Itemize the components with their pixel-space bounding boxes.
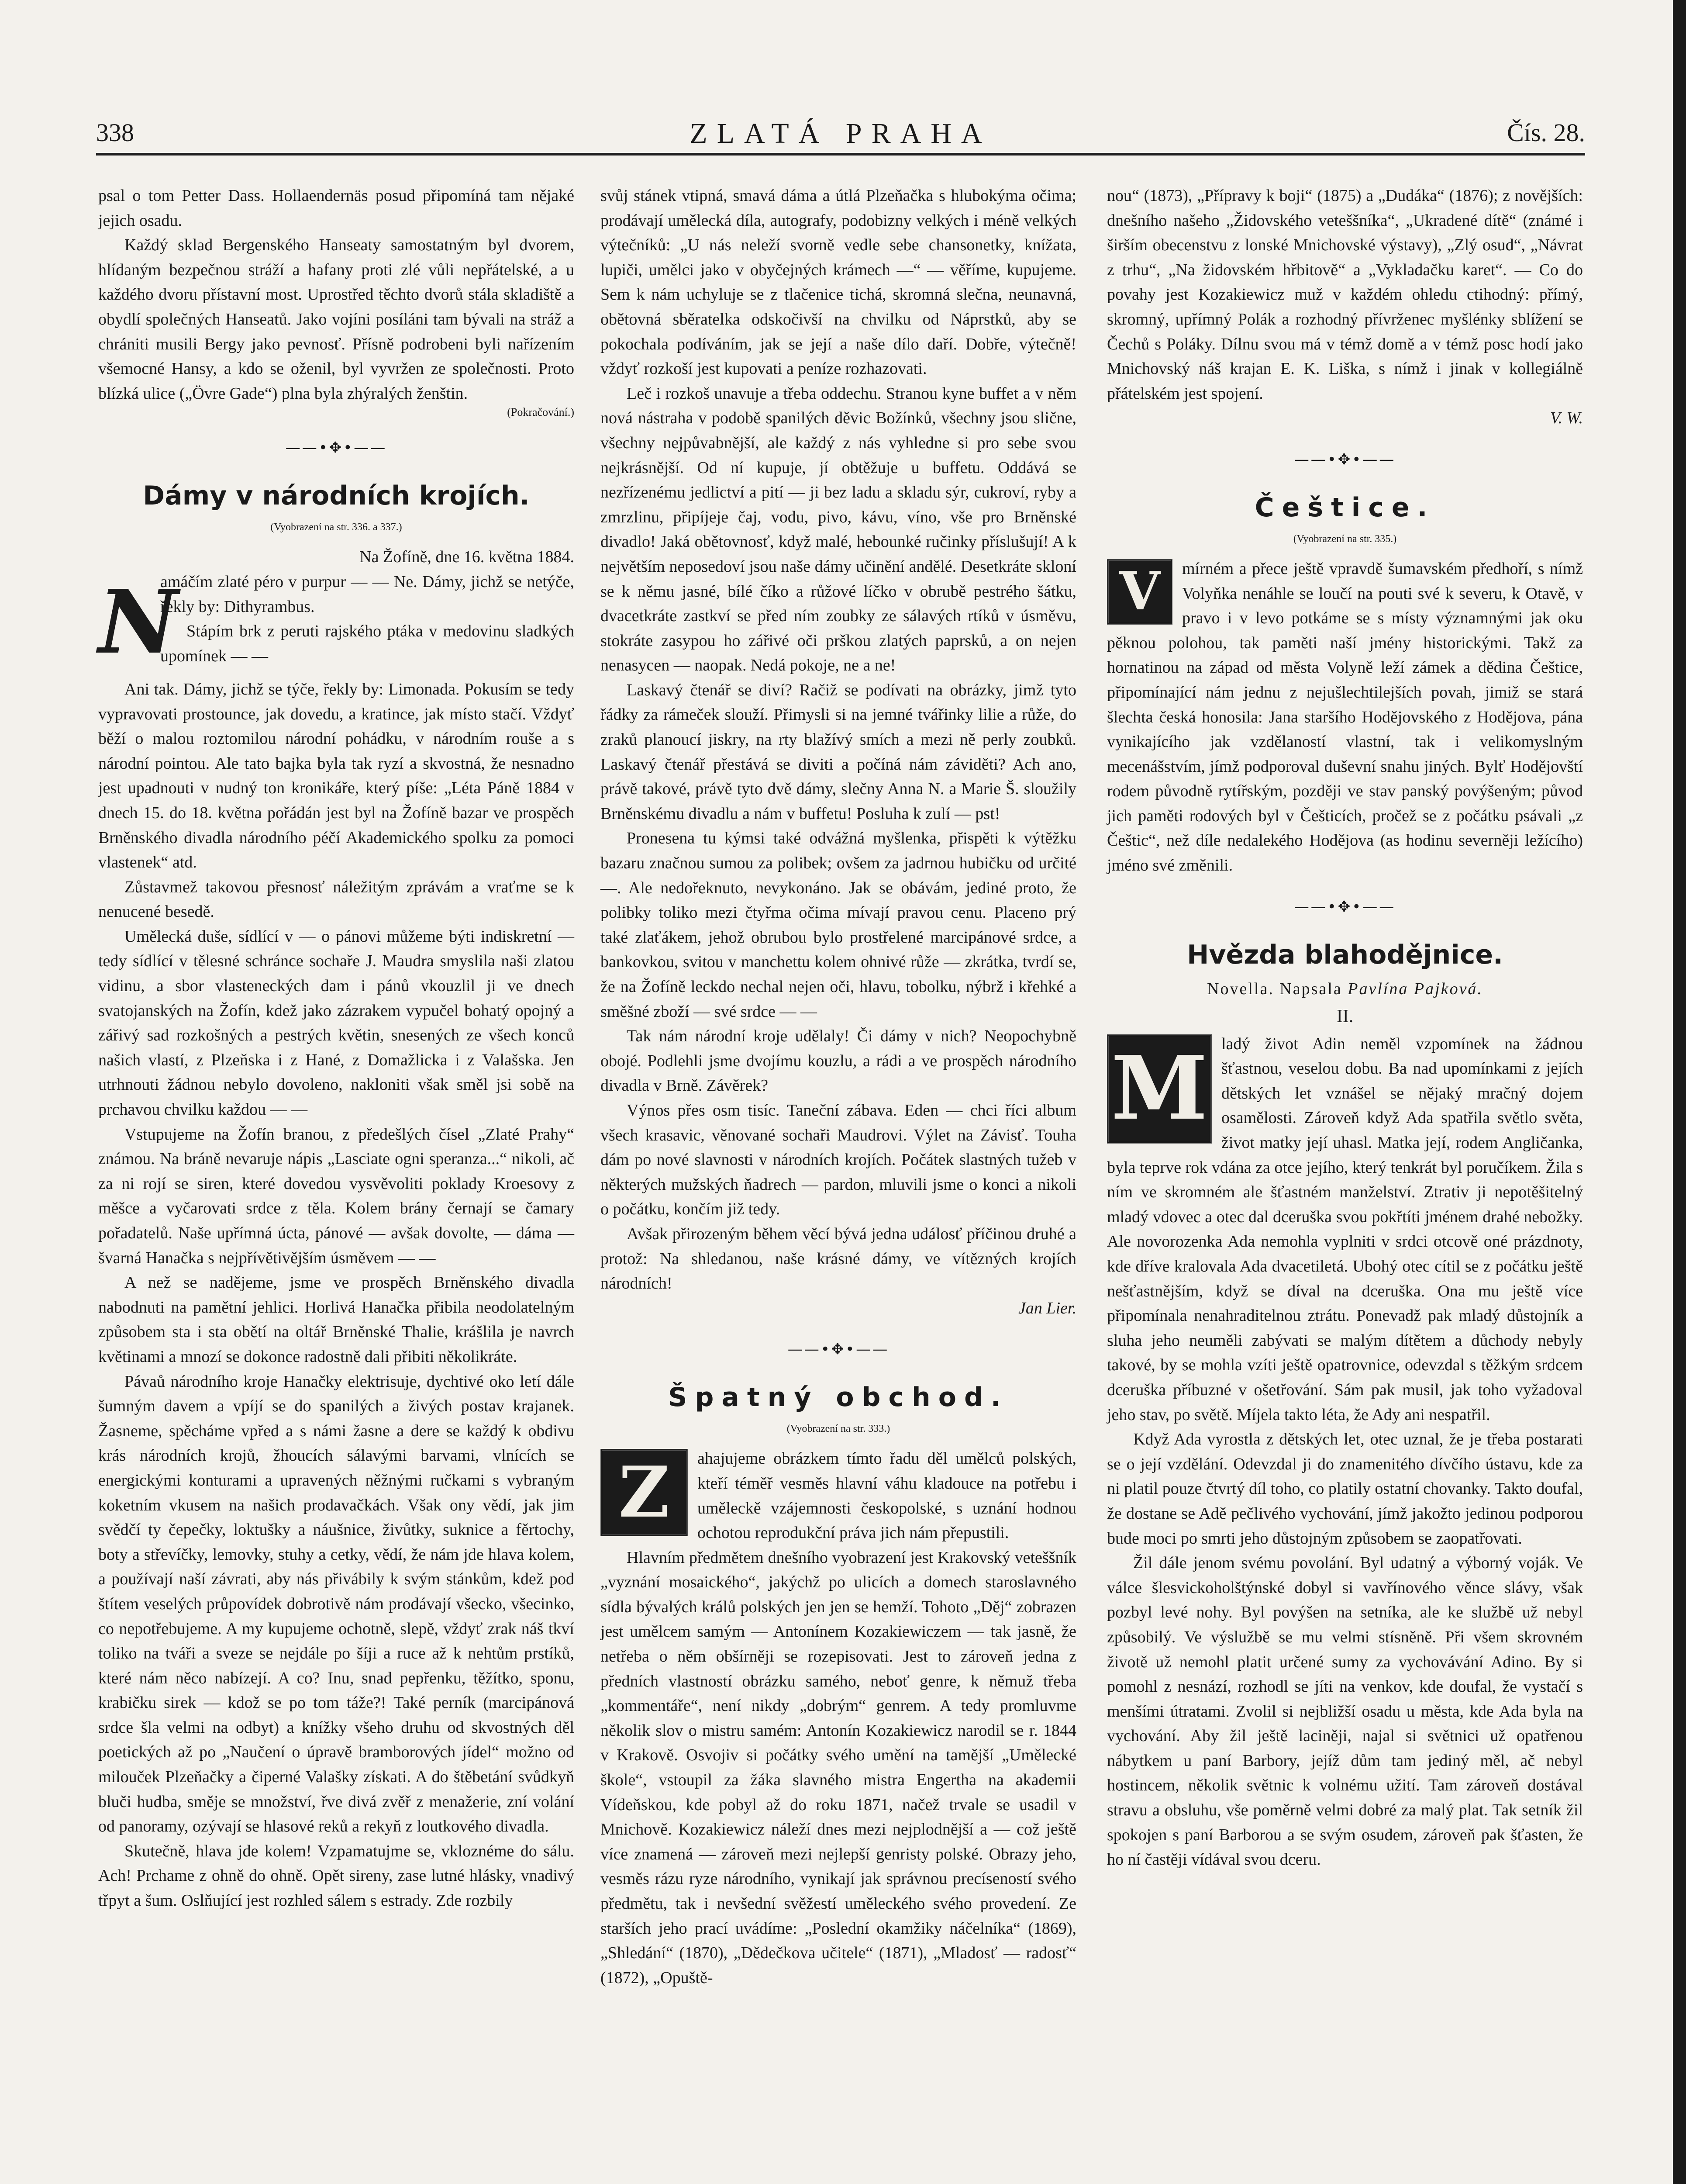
author-name: Pavlína Pajková. xyxy=(1348,979,1483,998)
paragraph: A než se nadějeme, jsme ve prospěch Brněnského divadla nabodnuti na pamětní jehlici. Horlivá Hanačka přibila neodolatelným způsobem sta i sta obětí na oltář Brněnské Thalie, krášlila je navrch květinami a mnozí se dokonce radostně dali přibiti několikráte. xyxy=(98,1273,574,1366)
article-subtitle xyxy=(1107,977,1583,1001)
paragraph: Stápím brk z peruti rajského ptáka v medovinu sladkých upomínek — — xyxy=(160,622,574,665)
column-3 xyxy=(1107,183,1583,1872)
issue-number: Čís. 28. xyxy=(1507,118,1585,147)
illustration-reference: (Vyobrazení na str. 336. a 337.) xyxy=(270,522,402,533)
header-rule xyxy=(96,153,1585,156)
column-1 xyxy=(98,183,574,1913)
paragraph: ahajujeme obrázkem tímto řadu děl umělců polských, kteří téměř vesměs hlavní váhu kladouce na potřebu i uměleckě vzájemnosti českopolské, s uznání hodnou ochotou reprodukční práva jich nám přepustili. xyxy=(697,1449,1076,1542)
drop-cap: V xyxy=(1107,559,1172,625)
subtitle-text: Novella. Napsala xyxy=(1207,979,1342,998)
paragraph: Každý sklad Bergenského Hanseaty samostatným byl dvorem, hlídaným bezpečnou stráží a hafany proti zlé vůli nepřátelské, a u každého dvoru přístavní most. Uprostřed těchto dvorů stála skladiště a obydlí společných Hanseatů. Jako vojíni posíláni tam bývali na stráž a chrániti musili Bergy jako pevnosť. Přísně podrobeni byli nařízením všemocné Hansy, a kdo se oženil, byl vyvržen ze společnosti. Proto blízká ulice („Övre Gade“) plna byla zhýralých ženštin. xyxy=(98,236,574,403)
drop-cap: Z xyxy=(600,1449,688,1536)
illustration-reference: (Vyobrazení na str. 335.) xyxy=(1293,533,1397,545)
article-title: Dámy v národních krojích. xyxy=(143,480,530,511)
continued-note: (Pokračování.) xyxy=(507,406,574,419)
paragraph: nou“ (1873), „Přípravy k boji“ (1875) a „Dudáka“ (1876); z novějších: dnešního našeho „Židovského veteššníka“, „Ukradené dítě“ (známé i širším obecenstvu z lonské Mnichovské výstavy), „Zlý osud“, „Návrat z trhu“, „Na židovském hřbitově“ a „Vykladačku karet“. — Co do povahy jest Kozakiewicz muž v každém ohledu ctihodný: přímý, skromný, upřímný Polák a rozhodný přívrženec myšlénky sblížení se Čechů s Poláky. Dílnu svou má v témž domě a v témž posc hodí jako Mnichovský náš krajan E. K. Liška, s nímž i jinak v kollegiálně přátelském jest spojení. xyxy=(1107,187,1583,403)
paragraph: Umělecká duše, sídlící v — o pánovi můžeme býti indiskretní — tedy sídlící v tělesné schránce sochaře J. Maudra smyslila naši zlatou vidinu, a sbor vlasteneckých dam i pánů vkouzlil ji ve dnech svatojanských na Žofín, kdež jako zázrakem vypučel bohatý opojný a zářivý sad rozkošných a pestrých květin, snesených ze všech konců našich vlastí, z Plzeňska i z Hané, z Domažlicka i z Valašska. Jen utrhnouti žádnou nebylo dovoleno, nakloniti však směl jsi sobě na prchavou chvilku každou — — xyxy=(98,927,574,1119)
article-title: Češtice. xyxy=(1255,492,1435,523)
masthead-title: ZLATÁ PRAHA xyxy=(690,117,992,149)
chapter-number: II. xyxy=(1336,1006,1354,1026)
illustration-reference: (Vyobrazení na str. 333.) xyxy=(786,1423,890,1435)
paragraph: Zůstavmež takovou přesnosť náležitým zprávám a vraťme se k nenucené besedě. xyxy=(98,878,574,921)
paragraph: Výnos přes osm tisíc. Taneční zábava. Eden — chci říci album všech krasavic, věnované sochaři Maudrovi. Výlet na Závisť. Touha dám po nové slavnosti v národních krojích. Počátek slastných tužeb v některých mužských ňadrech — pardon, mluvili jsme o konci a nikoli o počátku, končím již tedy. xyxy=(600,1101,1076,1219)
paragraph: Vstupujeme na Žofín branou, z předešlých čísel „Zlaté Prahy“ známou. Na bráně nevaruje nápis „Lasciate ogni speranza...“ nikoli, ač za ni rojí se siren, které dovedou vysvěvoliti poklady Kroesovy z měšce a vyčarovati srdce z těla. Kolem brány černají se čamary pořadatelů. Naše upřímná úcta, pánové — avšak dovolte, — dáma — švarná Hanačka s nejpřívětivějším úsměvem — — xyxy=(98,1125,574,1267)
paragraph: Žil dále jenom svému povolání. Byl udatný a výborný voják. Ve válce šlesvickoholštýnské dobyl si vavřínového věnce slávy, však pozbyl levé nohy. Byl povýšen na setníka, ale ke službě už nebyl způsobilý. Ve výslužbě se mu velmi stísněně. Při všem skrovném životě už nemohl platit určené sumy za vychovávání Adino. By si pomohl z nesnází, rozhodl se jíti na venkov, kde doufal, že vystačí s menšími útratami. Zvolil si nejbližší osadu u města, kde Ada byla na vychování. Aby žil ještě laciněji, najal si světnici už opatřenou nábytkem u paní Barbory, jejíž dům tam jediný měl, ač nebyl hostincem, několik světnic k volnému užití. Tam zároveň dostával stravu a obsluhu, vše poměrně velmi dobré za malý plat. Tak setník žil spokojen s paní Barborou a se svým osudem, zároveň pak šťasten, že ho ní častěji vídával svou dceru. xyxy=(1107,1554,1583,1869)
column-2 xyxy=(600,183,1076,1990)
paragraph: Leč i rozkoš unavuje a třeba oddechu. Stranou kyne buffet a v něm nová nástraha v podobě spanilých děvic Božínků, všechny jsou slične, všechny nejpůvabnější, ale každý z nás vyhledne si pro sebe svou nejkrásnější. Od ní kupuje, jí obtěžuje u buffetu. Oddává se nezřízenému jedlictví a pití — ji bez ladu a skladu sýr, cukroví, ryby a zmrzlinu, připíjeje čaj, vodu, pivo, kávu, víno, vše pro Brněnské divadlo! Jaká obětovnosť, když malé, hebounké ručinky příslušují! A k největším neposedoví jsou naše dámy učinění andělé. Desetkráte skloní se k němu jasné, bílé číko a růžové líčko v obrubě pestrého šátku, dvacetkráte zastkví se před ním zoubky ze sálavých rtíků v úsměvu, stokráte zasypou ho zářivé oči prškou zlatých paprsků, a on nejen nenasycen — naopak. Nedá pokoje, ne a ne! xyxy=(600,384,1076,675)
section-ornament: ——•✥•—— xyxy=(1294,898,1396,916)
drop-cap: N xyxy=(98,570,178,674)
paragraph: svůj stánek vtipná, smavá dáma a útlá Plzeňačka s hlubokýma očima; prodávají umělecká díla, autografy, podobizny velkých i méně velkých výtečníků: „U nás neleží svorně vedle sebe chansonetky, knížata, lupiči, umělci jako v obyčejných krámech —“ — věříme, kupujeme. Sem k nám uchyluje se z tlačenice tichá, skromná slečna, neunavná, obětovná sběratelka odskočivší na chvilku od Náprstků, aby se pokochala podíváním, jak se její a naše dílo daří. Dobře, výtečně! vždyť rozkoší jest kupovati a peníze rozhazovati. xyxy=(600,187,1076,378)
article-title: Hvězda blahodějnice. xyxy=(1187,939,1503,970)
paragraph: ladý život Adin neměl vzpomínek na žádnou šťastnou, veselou dobu. Ba nad upomínkami z jejích dětských let vznášel se nějaký mračný dojem osamělosti. Zároveň když Ada spatřila světlo světa, život matky její uhasl. Matka její, rodem Angličanka, byla teprve rok vdána za otce jejího, který tenkrát byl poručíkem. Žila s ním ve skromném ale šťastném manželství. Ztrativ ji nepotěšitelný mladý vdovec a otec dal dceruška svou pokřtíti jménem drahé nebožky. Ale novorozenka Ada nemohla vyplniti v srdci otcově oné prázdnoty, kde dříve kralovala Ada dvacetiletá. Ubohý otec cítil se z počátku ještě nešťastnějším, když se díval na dceruška. Ona mu ještě více připomínala nenahraditelnou ztrátu. Ponevadž pak mladý důstojník a sluha jeho neuměli zabývati se malým dítětem a důchody nebyly takové, by se mohla vzíti ještě opatrovnice, odevzdal s těžkým srdcem dceruška příbuzné v ošetřování. Sám pak musil, jak toho vyžadoval jeho stav, po světě. Míjela takto léta, že Ady ani nespatřil. xyxy=(1107,1034,1583,1424)
paragraph: Pávaů národního kroje Hanačky elektrisuje, dychtivé oko letí dále šumným davem a vpíjí se do spanilých a živých postav krajanek. Žasneme, spěcháme vpřed a s námi žasne a dere se každý k obdivu krás národních krojů, žhoucích sálavými barvami, vlnících se energickými konturami a upravených něžnými ručkami s vybraným koketním vkusem na našich prodavačkách. Však ony vědí, jak jim svědčí ty čepečky, loktušky a náušnice, živůtky, suknice a fěrtochy, boty a střevíčky, lemovky, stuhy a cetky, vědí, že nám jde hlava kolem, a používají naší závrati, aby nás přivábily k svým stánkům, kdež pod štítem veselých průpovídek dobrotivě nám prodávají všecko, všecinko, co nepotřebujeme. A my kupujeme ochotně, slepě, vždyť zrak náš tkví toliko na tváři a sveze se nejdále po šíji a ruce až k nehtům prstíků, které nám něco nabízejí. A co? Inu, snad pepřenku, těžítko, sponu, krabičku sirek — kdož se po tom táže?! Také perník (marcipánová srdce šla velmi na odbyt) a knížky všeho druhu od skvostných děl poetických až po „Naučení o úpravě bramborových jídel“ možno od milouček Plzeňačky a čiperné Valašky získati. A do štěbetání svůdkyň bluči hudba, směje se množství, řve divá zvěř z menažerie, zní volání od panoramy, ozývají se hlasové reků a rekyň z loutkového divadla. xyxy=(98,1372,574,1836)
paragraph: Pronesena tu kýmsi také odvážná myšlenka, přispěti k výtěžku bazaru značnou sumou za polibek; ovšem za jadrnou hubičku od určité —. Ale nedořeknuto, nevykonáno. Jak se obávám, jediné proto, že polibky toliko mezi čtyřma očima mívají pravou cenu. Placeno prý také zlaťákem, jehož obrubou bylo prostřelené marcipánové srdce, a bankovkou, svitou v manchettu kolem ohnivé růže — zkrátka, tvrdí se, že na Žofíně leckdo nechal nejen oči, hlavu, tobolku, nýbrž i křehké a směšné zboží — své srdce — — xyxy=(600,829,1076,1021)
author-signature: Jan Lier. xyxy=(1018,1299,1076,1317)
paragraph: Laskavý čtenář se diví? Račiž se podívati na obrázky, jimž tyto řádky za rámeček slouží. Přimysli si na jemné tvářinky lilie a růže, do zraků planoucí jiskry, na rty blažívý smích a mezi ně perly zoubků. Laskavý čtenář přestává se diviti a počíná nám záviděti? Ach ano, právě takové, právě tyto dvě dámy, slečny Anna N. a Marie Š. sloužily Brněnskému divadlu a nám v buffetu! Posluha k zulí — pst! xyxy=(600,681,1076,823)
paragraph: Ani tak. Dámy, jichž se týče, řekly by: Limonada. Pokusím se tedy vypravovati prostounce, jak dovedu, a kratince, jak místo stačí. Vždyť běží o malou roztomilou národní pohádku, v národním rouše a s národní pointou. Ale tato bajka byla tak ryzí a skvostná, že nesnadno jest upadnouti v nudný ton kronikáře, který píše: „Léta Páně 1884 v dnech 15. do 18. května pořádán jest byl na Žofíně bazar ve prospěch Brněnského divadla národního péčí Akademického spolku za pomoci vlastenek“ atd. xyxy=(98,680,574,872)
article-title: Špatný obchod. xyxy=(668,1382,1009,1413)
paragraph: amáčím zlaté péro v purpur — — Ne. Dámy, jichž se netýče, řekly by: Dithyrambus. xyxy=(160,572,574,616)
paragraph: mírném a přece ještě vpravdě šumavském předhoří, s nímž Volyňka nenáhle se loučí na pouti své k severu, k Otavě, v pravo i v levo potkáme se s místy významnými jak oku pěknou polohou, tak paměti naší jmény historickými. Takž za hornatinou na západ od města Volyně leží zámek a dědina Češtice, připomínající nám jednu z nejušlechtilejších povah, jimiž se stará šlechta česká honosila: Jana staršího Hodějovského z Hodějova, pána vynikajícího jak vzdělaností vlastní, tak i velikomyslným mecenášstvím, jímž podporoval duševní snahu jiných. Bylť Hodějovští rodem původně rytířským, později ve stav panský povýšeným; původ jich paměti rodových byl v Češticích, pročež se z počátku psávali „z Češtic“, než díle nedalekého Hodějova (as hodinu severněji ležícího) jméno své změnili. xyxy=(1107,559,1583,875)
paragraph: Tak nám národní kroje udělaly! Či dámy v nich? Neopochybně obojé. Podlehli jsme dvojímu kouzlu, a rádi a ve prospěch národního divadla v Brně. Závěrek? xyxy=(600,1027,1076,1095)
paragraph: Avšak přirozeným během věcí bývá jedna událosť příčinou druhé a protož: Na shledanou, naše krásné dámy, ve vítězných krojích národních! xyxy=(600,1224,1076,1293)
paragraph: Když Ada vyrostla z dětských let, otec uznal, že je třeba postarati se o její vzdělání. Odevzdal ji do znamenitého dívčího ústavu, kde za ni platil pouze čtvrtý díl toho, co platily ostatní chovanky. Takto doufal, že dostane se Adě pečlivého vychování, jímž jakožto jedinou podporou bude moci po smrti jeho důstojným způsobem se zaopatřovati. xyxy=(1107,1430,1583,1548)
paragraph: psal o tom Petter Dass. Hollaendernäs posud připomíná tam nějaké jejich osadu. xyxy=(98,187,574,230)
paragraph: Hlavním předmětem dnešního vyobrazení jest Krakovský veteššník „vyznání mosaického“, jakýchž po ulicích a domech staroslavného sídla bývalých králů polských jen jen se hemží. Tohoto „Děj“ zobrazen jest umělcem samým — Antonínem Kozakiewiczem — tak jasně, že netřeba o něm obšírněji se rozepisovati. Jest to zároveň jedna z předních vlastností obrázku samého, neboť genre, k němuž třeba „kommentáře“, není nikdy „dobrým“ genrem. A tedy promluvme několik slov o mistru samém: Antonín Kozakiewicz narodil se r. 1844 v Krakově. Osvojiv si počátky svého umění na tamější „Umělecké škole“, vstoupil za žáka slavného mistra Engertha na akademii Vídeňskou, kde pobyl až do roku 1871, načež trvale se usadil v Mnichově. Kozakiewicz náleží dnes mezi nejplodnější a — což ještě více znamená — zároveň mezi nejlepší genristy polské. Obrazy jeho, vesměs rázu ryze národního, vynikají jak správnou precíseností svého předmětu, tak i nevšední svěžestí uměleckého svého provedení. Ze starších jeho prací uvádíme: „Poslední okamžiky náčelníka“ (1869), „Shledání“ (1870), „Dědečkova učitele“ (1871), „Mladosť — radosť“ (1872), „Opuště- xyxy=(600,1548,1076,1987)
section-ornament: ——•✥•—— xyxy=(285,439,387,457)
page-edge xyxy=(1673,0,1686,2184)
author-signature: V. W. xyxy=(1550,409,1583,428)
dateline: Na Žofíně, dne 16. května 1884. xyxy=(359,548,574,567)
page-number: 338 xyxy=(96,118,134,147)
drop-cap: M xyxy=(1107,1034,1212,1144)
page-header xyxy=(96,109,1585,149)
section-ornament: ——•✥•—— xyxy=(1294,450,1396,468)
section-ornament: ——•✥•—— xyxy=(787,1341,890,1358)
paragraph: Skutečně, hlava jde kolem! Vzpamatujme se, vkloznéme do sálu. Ach! Prchame z ohně do ohně. Opět sireny, zase lutné hlásky, vnadivý třpyt a šum. Oslňující jest rozhled sálem s estrady. Zde rozbily xyxy=(98,1842,574,1910)
